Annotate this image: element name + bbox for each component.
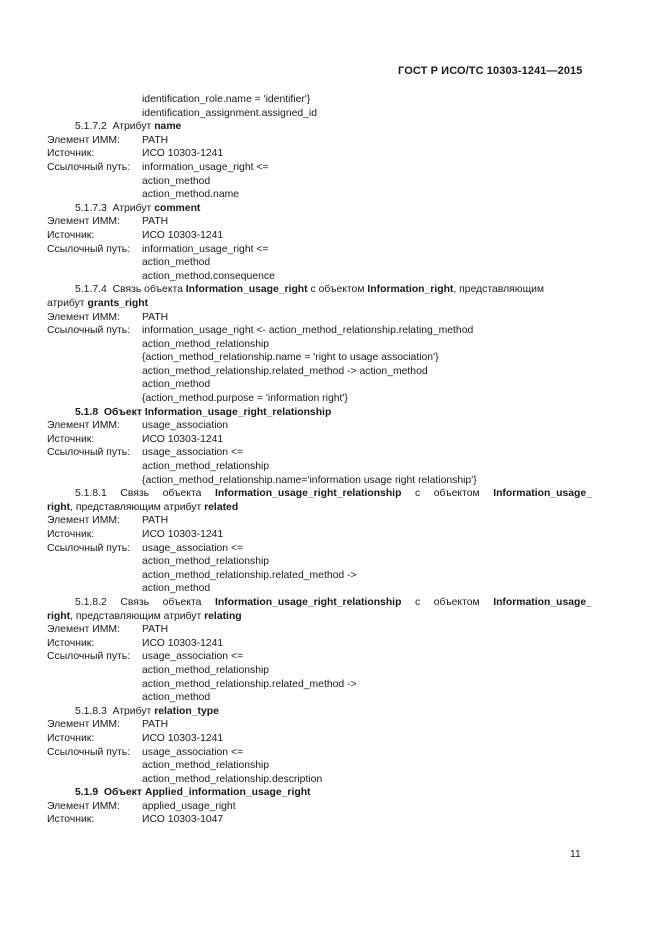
field-element: Элемент ИММ: applied_usage_right [47,800,236,812]
section-heading-cont: right, представляющим атрибут relating [47,610,242,622]
field-source: Источник: ИСО 10303-1241 [47,229,224,241]
field-element: Элемент ИММ: PATH [47,311,169,323]
document-body [47,93,592,827]
ref-line: action_method.name [142,189,240,201]
field-source: Источник: ИСО 10303-1241 [47,529,224,540]
field-element: Элемент ИММ: PATH [47,624,169,636]
ref-line: action_method.consequence [142,270,275,282]
field-ref-path: Ссылочный путь: information_usage_right <= [47,243,269,255]
field-ref-path: Ссылочный путь: information_usage_right <- action_method_relationship.relating_method [47,325,474,337]
section-heading-cont: атрибут grants_right [47,297,149,309]
field-ref-path: Ссылочный путь: usage_association <= [47,746,244,758]
field-source: Источник: ИСО 10303-1241 [47,433,224,445]
ref-line: {action_method_relationship.name = 'right to usage association'} [142,352,439,364]
field-source: Источник: ИСО 10303-1047 [47,814,224,826]
field-element: Элемент ИММ: usage_association [47,420,229,432]
field-ref-path: Ссылочный путь: usage_association <= [47,542,244,554]
ref-line: action_method_relationship [142,664,270,676]
ref-line: action_method [142,257,211,269]
field-element: Элемент ИММ: PATH [47,515,169,527]
field-element: Элемент ИММ: PATH [47,719,169,731]
section-heading-5-1-9: 5.1.9 Объект Applied_information_usage_right [75,787,311,799]
ref-line: action_method_relationship.related_method -> action_method [142,365,428,377]
section-heading-5-1-7-2: 5.1.7.2 Атрибут name [75,121,182,133]
field-ref-path: Ссылочный путь: usage_association <= [47,447,244,459]
section-heading-5-1-8-3: 5.1.8.3 Атрибут relation_type [75,705,219,717]
page-number: 11 [570,849,581,860]
section-heading-5-1-8-2: 5.1.8.2 Связь объекта Information_usage_right_relationship с объектом Information_usage_ [75,596,592,608]
section-heading-5-1-8-1: 5.1.8.1 Связь объекта Information_usage_right_relationship с объектом Information_usage_ [75,488,592,500]
field-source: Источник: ИСО 10303-1241 [47,637,224,649]
field-element: Элемент ИММ: PATH [47,216,169,228]
ref-line: action_method_relationship.description [142,773,323,785]
ref-line: action_method [142,692,211,704]
ref-line: identification_role.name = 'identifier'} [142,94,311,105]
ref-line: action_method [142,175,211,187]
ref-line: action_method_relationship [142,760,270,772]
ref-line: action_method_relationship [142,338,270,350]
ref-line: action_method [142,379,211,391]
section-heading-5-1-8: 5.1.8 Объект Information_usage_right_relationship [75,406,332,418]
ref-line: action_method_relationship [142,461,270,473]
field-ref-path: Ссылочный путь: information_usage_right <= [47,161,269,173]
section-heading-5-1-7-3: 5.1.7.3 Атрибут comment [75,202,201,214]
ref-line: action_method_relationship.related_method -> [142,678,357,690]
ref-line: action_method_relationship.related_method -> [142,569,357,581]
field-element: Элемент ИММ: PATH [47,134,169,146]
section-heading-cont: right, представляющим атрибут related [47,501,239,513]
field-source: Источник: ИСО 10303-1241 [47,732,224,744]
field-source: Источник: ИСО 10303-1241 [47,148,224,160]
ref-line: action_method [142,583,211,595]
ref-line: identification_assignment.assigned_id [142,107,318,119]
document-header: ГОСТ Р ИСО/ТС 10303-1241—2015 [398,65,583,77]
section-heading-5-1-7-4: 5.1.7.4 Связь объекта Information_usage_right с объектом Information_right, представляющим [75,284,545,296]
ref-line: {action_method_relationship.name='information usage right relationship'} [142,474,477,486]
field-ref-path: Ссылочный путь: usage_association <= [47,651,244,663]
ref-line: {action_method.purpose = 'information right'} [142,393,348,405]
ref-line: action_method_relationship [142,556,270,568]
